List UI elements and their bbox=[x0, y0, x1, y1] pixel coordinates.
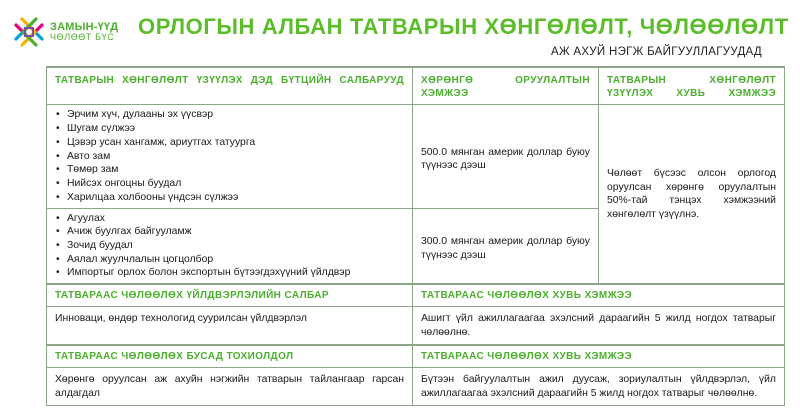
column-header-discount: ТАТВАРЫН ХӨНГӨЛӨЛТ ҮЗҮҮЛЭХ ХУВЬ ХЭМЖЭЭ bbox=[599, 67, 785, 105]
discount-note: Чөлөөт бүсээс олсон орлогод оруулсан хөрөнгө оруулалтын 50%-тай тэнцэх хэмжээний хөнгөлөлт үзүүлнэ. bbox=[607, 167, 776, 221]
group2-amount-cell bbox=[413, 208, 599, 284]
logo-line2: ЧӨЛӨӨТ БҮС bbox=[50, 32, 115, 43]
page-title: ОРЛОГЫН АЛБАН ТАТВАРЫН ХӨНГӨЛӨЛТ, ЧӨЛӨӨЛӨЛТ bbox=[138, 14, 789, 39]
page-subtitle: АЖ АХУЙ НЭГЖ БАЙГУУЛЛАГУУДАД bbox=[550, 46, 762, 58]
logo-line1: ЗАМЫН-ҮҮД bbox=[50, 20, 119, 33]
section2-left-text: Инноваци, өндөр технологид суурилсан үйлдвэрлэл bbox=[47, 307, 413, 345]
section3-left-header: ТАТВАРААС ЧӨЛӨӨЛӨХ БУСАД ТОХИОЛДОЛ bbox=[47, 345, 413, 368]
list-item: • Цэвэр усан хангамж, ариутгах татуурга bbox=[55, 136, 404, 150]
logo-knot-icon bbox=[12, 15, 46, 49]
group2-sector-list bbox=[55, 212, 404, 281]
list-item: • Эрчим хүч, дулааны эх үүсвэр bbox=[55, 108, 404, 122]
group1-sectors-cell bbox=[47, 105, 413, 208]
group1-amount-cell bbox=[413, 105, 599, 208]
list-item: • Авто зам bbox=[55, 150, 404, 164]
list-item: • Нийсэх онгоцны буудал bbox=[55, 177, 404, 191]
list-item: • Агуулах bbox=[55, 212, 404, 226]
section2-left-header: ТАТВАРААС ЧӨЛӨӨЛӨХ ҮЙЛДВЭРЛЭЛИЙН САЛБАР bbox=[47, 284, 413, 307]
list-item: • Зочид буудал bbox=[55, 239, 404, 253]
section2-header-row bbox=[47, 284, 785, 307]
section3-header-row bbox=[47, 345, 785, 368]
discount-note-cell bbox=[599, 105, 785, 284]
list-item: • Ачиж буулгах байгууламж bbox=[55, 225, 404, 239]
free-zone-logo bbox=[12, 10, 120, 54]
list-item: • Төмөр зам bbox=[55, 163, 404, 177]
list-item: • Шугам сүлжээ bbox=[55, 122, 404, 136]
group1-sector-list bbox=[55, 108, 404, 204]
section3-right-text: Бүтээн байгуулалтын ажил дуусаж, зориулалтын үйлдвэрлэл, үйл ажиллагаагаа эхэлсний дараагийн 5 жилд ногдох татварыг чөлөөлнө. bbox=[413, 368, 785, 405]
tax-incentive-table bbox=[46, 66, 785, 406]
section3-body-row bbox=[47, 368, 785, 405]
table-row-group1 bbox=[47, 105, 785, 208]
group2-amount: 300.0 мянган америк доллар буюу түүнээс дээш bbox=[421, 236, 590, 261]
section2-right-text: Ашигт үйл ажиллагаагаа эхэлсний дараагийн 5 жилд ногдох татварыг чөлөөлнө. bbox=[413, 307, 785, 345]
logo-text bbox=[50, 22, 118, 43]
list-item: • Аялал жуулчлалын цогцолбор bbox=[55, 253, 404, 267]
table-header-row bbox=[47, 67, 785, 105]
section3-right-header: ТАТВАРААС ЧӨЛӨӨЛӨХ ХУВЬ ХЭМЖЭЭ bbox=[413, 345, 785, 368]
section3-left-text: Хөрөнгө оруулсан аж ахуйн нэгжийн татварын тайлангаар гарсан алдагдал bbox=[47, 368, 413, 405]
group2-sectors-cell bbox=[47, 208, 413, 284]
section2-body-row bbox=[47, 307, 785, 345]
section2-right-header: ТАТВАРААС ЧӨЛӨӨЛӨХ ХУВЬ ХЭМЖЭЭ bbox=[413, 284, 785, 307]
column-header-investment: ХӨРӨНГӨ ОРУУЛАЛТЫН ХЭМЖЭЭ bbox=[413, 67, 599, 105]
group1-amount: 500.0 мянган америк доллар буюу түүнээс дээш bbox=[421, 146, 590, 172]
column-header-sectors: ТАТВАРЫН ХӨНГӨЛӨЛТ ҮЗҮҮЛЭХ ДЭД БҮТЦИЙН САЛБАРУУД bbox=[47, 67, 413, 105]
list-item: • Импортыг орлох болон экспортын бүтээгдэхүүний үйлдвэр bbox=[55, 266, 404, 280]
list-item: • Харилцаа холбооны үндсэн сүлжээ bbox=[55, 191, 404, 205]
